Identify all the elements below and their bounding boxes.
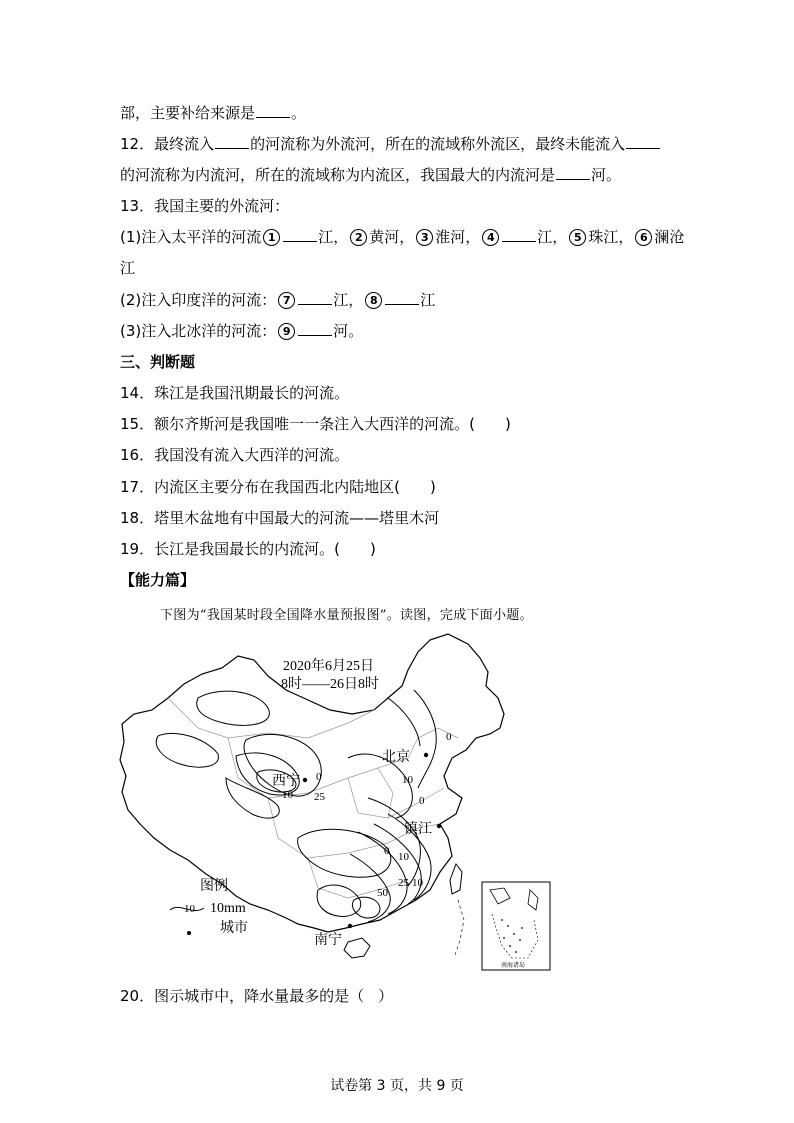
circle-number: 6 bbox=[635, 229, 652, 246]
legend-title: 图例 bbox=[200, 879, 228, 894]
line-q13-1-cont: 江 bbox=[120, 259, 136, 277]
circle-number: 8 bbox=[365, 292, 382, 309]
isohyet-label: 10 bbox=[402, 774, 413, 786]
label-zhenjiang: 镇江 bbox=[404, 822, 432, 837]
isohyet-label: 10 bbox=[282, 789, 293, 801]
south-china-sea-inset bbox=[482, 882, 550, 970]
precipitation-map bbox=[118, 628, 558, 978]
circle-number: 7 bbox=[278, 292, 295, 309]
circle-number: 5 bbox=[569, 229, 586, 246]
hainan-island bbox=[344, 938, 370, 958]
section-heading-ability: 【能力篇】 bbox=[120, 571, 196, 589]
answer-blank[interactable] bbox=[256, 103, 290, 118]
page-footer: 试卷第 3 页，共 9 页 bbox=[330, 1078, 464, 1094]
answer-blank[interactable] bbox=[556, 165, 590, 180]
legend-city-label: 城市 bbox=[220, 921, 248, 936]
isohyet-label: 10 bbox=[412, 877, 423, 889]
taiwan-island bbox=[450, 864, 462, 894]
isohyets bbox=[156, 690, 436, 922]
line-q12: 12．最终流入 的河流称为外流河，所在的流域称外流区，最终未能流入 bbox=[120, 134, 661, 154]
figure-intro: 下图为“我国某时段全国降水量预报图”。读图，完成下面小题。 bbox=[160, 608, 533, 623]
answer-blank[interactable] bbox=[298, 321, 332, 336]
circle-number: 3 bbox=[416, 229, 433, 246]
label-beijing: 北京 bbox=[382, 750, 410, 765]
answer-blank[interactable] bbox=[283, 227, 317, 242]
inset-label: 南海诸岛 bbox=[500, 962, 526, 969]
city-nanning-dot bbox=[348, 924, 352, 928]
map-legend bbox=[170, 878, 248, 936]
line-q13-3: (3)注入北冰洋的河流： 9 河。 bbox=[120, 322, 364, 340]
isohyet-label: 0 bbox=[419, 795, 425, 807]
line-q13: 13．我国主要的外流河： bbox=[120, 197, 290, 215]
line-q16: 16．我国没有流入大西洋的河流。 bbox=[120, 446, 350, 464]
section-heading-judgement: 三、判断题 bbox=[120, 353, 196, 371]
isohyet-label: 10 bbox=[398, 851, 409, 863]
legend-isohyet-label: 10mm bbox=[210, 901, 246, 916]
label-nanning: 南宁 bbox=[314, 933, 342, 948]
maritime-boundary bbox=[454, 900, 464, 958]
line-q12-cont: 的河流称为内流河，所在的流域称为内流区，我国最大的内流河是 河。 bbox=[120, 166, 622, 184]
answer-blank[interactable] bbox=[385, 290, 419, 305]
line-q20: 20．图示城市中，降水量最多的是（ ） bbox=[120, 987, 394, 1005]
line-q17: 17．内流区主要分布在我国西北内陆地区( ) bbox=[120, 478, 436, 496]
isohyet-label: 0 bbox=[316, 771, 322, 783]
answer-blank[interactable] bbox=[298, 290, 332, 305]
city-xining-dot bbox=[303, 778, 307, 782]
map-svg bbox=[118, 628, 558, 978]
answer-blank[interactable] bbox=[626, 134, 660, 149]
legend-city-dot bbox=[187, 931, 191, 935]
map-date-line2: 8时——26日8时 bbox=[281, 677, 379, 692]
line-q13-1: (1)注入太平洋的河流 1 江， 2 黄河， 3 淮河， 4 江， 5 珠江， 6 澜沧 bbox=[120, 228, 685, 246]
line-q13-2: (2)注入印度洋的河流： 7 江， 8 江 bbox=[120, 291, 436, 309]
legend-isohyet-mark: 10 bbox=[184, 903, 195, 915]
answer-blank[interactable] bbox=[502, 227, 536, 242]
line-q15: 15．额尔齐斯河是我国唯一一条注入大西洋的河流。( ) bbox=[120, 415, 511, 433]
line-q14: 14．珠江是我国汛期最长的河流。 bbox=[120, 384, 350, 402]
line-q11-end: 部，主要补给来源是 。 bbox=[120, 104, 307, 122]
isohyet-label: 25 bbox=[314, 791, 325, 803]
isohyet-label: 0 bbox=[384, 845, 390, 857]
label-xining: 西宁 bbox=[272, 774, 300, 789]
isohyet-label: 0 bbox=[446, 731, 452, 743]
circle-number: 9 bbox=[278, 323, 295, 340]
line-q18: 18．塔里木盆地有中国最大的河流——塔里木河 bbox=[120, 509, 440, 527]
answer-blank[interactable] bbox=[215, 134, 249, 149]
city-zhenjiang-dot bbox=[437, 824, 441, 828]
circle-number: 4 bbox=[482, 229, 499, 246]
line-q19: 19．长江是我国最长的内流河。( ) bbox=[120, 540, 376, 558]
isohyet-label: 50 bbox=[377, 887, 388, 899]
circle-number: 1 bbox=[263, 229, 280, 246]
map-date-line1: 2020年6月25日 bbox=[283, 659, 374, 674]
circle-number: 2 bbox=[350, 229, 367, 246]
city-beijing-dot bbox=[424, 753, 428, 757]
isohyet-label: 25 bbox=[398, 877, 409, 889]
